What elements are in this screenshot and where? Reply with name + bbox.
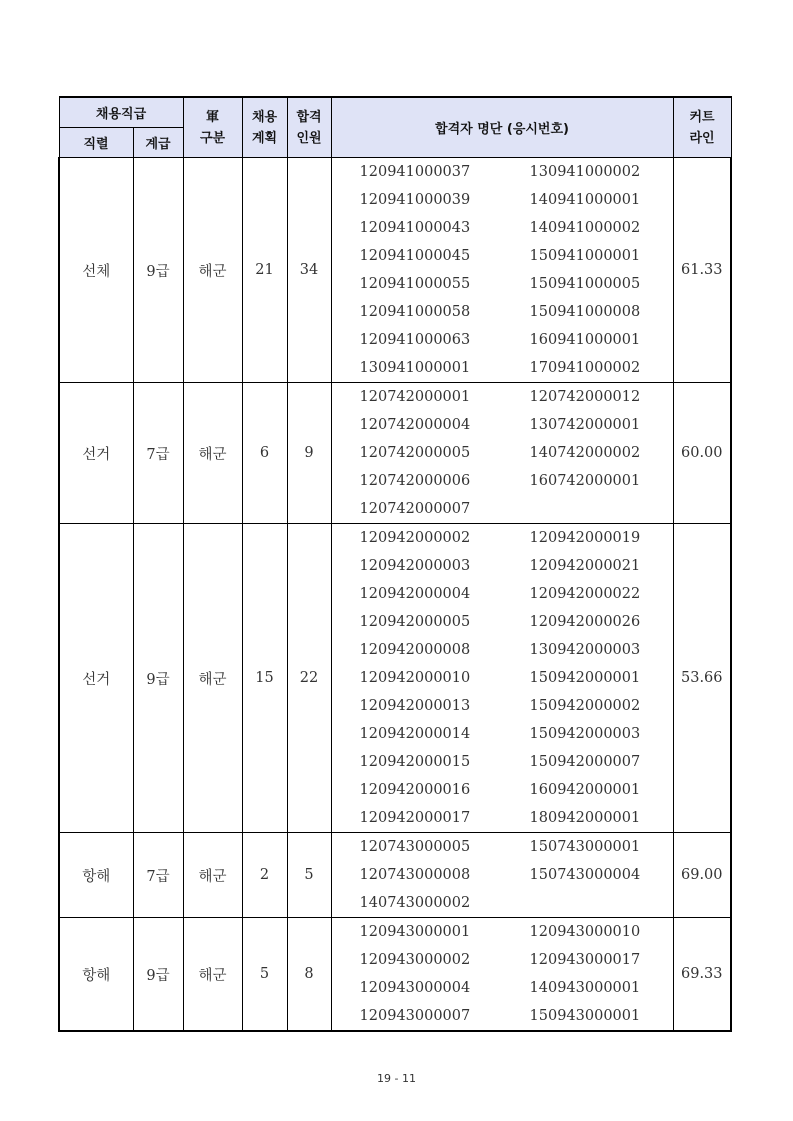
series-cell: 선체 <box>59 158 133 383</box>
candidate-id: 120941000063 <box>359 332 471 348</box>
table-header <box>59 97 731 158</box>
grade-cell: 7급 <box>133 833 183 918</box>
candidate-id: 120942000013 <box>359 698 471 714</box>
candidate-id: 120942000019 <box>529 530 641 546</box>
passed-cell: 5 <box>287 833 331 918</box>
candidate-id: 130942000003 <box>529 642 641 658</box>
candidate-id-grid <box>332 918 673 1030</box>
candidate-id: 120942000014 <box>359 726 471 742</box>
grade-cell: 9급 <box>133 524 183 833</box>
candidate-id: 130941000002 <box>529 164 641 180</box>
candidate-id: 150941000001 <box>529 248 641 264</box>
candidate-id: 120942000005 <box>359 614 471 630</box>
results-table <box>58 96 732 1032</box>
table-row <box>59 918 731 1032</box>
candidate-id: 150942000003 <box>529 726 641 742</box>
candidate-id: 120941000058 <box>359 304 471 320</box>
table-body <box>59 158 731 1032</box>
candidate-list-cell <box>331 158 673 383</box>
candidate-id: 120942000021 <box>529 558 641 574</box>
candidate-id: 140943000001 <box>529 980 641 996</box>
candidate-id: 130742000001 <box>529 417 641 433</box>
cutoff-cell: 69.33 <box>673 918 731 1032</box>
branch-cell: 해군 <box>183 158 242 383</box>
candidate-id: 120942000015 <box>359 754 471 770</box>
branch-cell: 해군 <box>183 918 242 1032</box>
candidate-id: 120941000055 <box>359 276 471 292</box>
candidate-id: 180942000001 <box>529 810 641 826</box>
candidate-id: 120742000005 <box>359 445 471 461</box>
candidate-id: 120743000005 <box>359 839 471 855</box>
candidate-id: 120742000006 <box>359 473 471 489</box>
table-row <box>59 158 731 383</box>
candidate-id: 150942000007 <box>529 754 641 770</box>
cutoff-cell: 60.00 <box>673 383 731 524</box>
candidate-id: 120942000017 <box>359 810 471 826</box>
table-row <box>59 524 731 833</box>
candidate-id: 120941000045 <box>359 248 471 264</box>
cutoff-cell: 69.00 <box>673 833 731 918</box>
grade-cell: 9급 <box>133 158 183 383</box>
candidate-id-grid <box>332 158 673 382</box>
table-row <box>59 833 731 918</box>
table-row <box>59 383 731 524</box>
candidate-id-grid <box>332 833 673 917</box>
header-passed: 합격 인원 <box>287 97 331 158</box>
candidate-id: 120942000003 <box>359 558 471 574</box>
candidate-id: 160742000001 <box>529 473 641 489</box>
planned-cell: 6 <box>242 383 287 524</box>
header-series: 직렬 <box>59 128 133 158</box>
planned-cell: 21 <box>242 158 287 383</box>
candidate-list-cell <box>331 524 673 833</box>
candidate-id: 120742000004 <box>359 417 471 433</box>
header-cutoff: 커트 라인 <box>673 97 731 158</box>
passed-cell: 8 <box>287 918 331 1032</box>
candidate-id: 140742000002 <box>529 445 641 461</box>
candidate-id-grid <box>332 524 673 832</box>
candidate-id: 150942000002 <box>529 698 641 714</box>
candidate-id: 160941000001 <box>529 332 641 348</box>
candidate-id: 120943000007 <box>359 1008 471 1024</box>
candidate-id: 150941000005 <box>529 276 641 292</box>
candidate-id: 150943000001 <box>529 1008 641 1024</box>
candidate-id: 120942000004 <box>359 586 471 602</box>
candidate-id: 120943000004 <box>359 980 471 996</box>
candidate-id: 120742000012 <box>529 389 641 405</box>
header-branch: 軍 구분 <box>183 97 242 158</box>
candidate-id: 140941000001 <box>529 192 641 208</box>
candidate-id: 120942000002 <box>359 530 471 546</box>
candidate-id: 150743000001 <box>529 839 641 855</box>
candidate-id: 140941000002 <box>529 220 641 236</box>
candidate-id: 120943000002 <box>359 952 471 968</box>
page-number: 19 - 11 <box>377 1072 416 1085</box>
candidate-id: 140743000002 <box>359 895 471 911</box>
candidate-id: 120943000001 <box>359 924 471 940</box>
candidate-id: 130941000001 <box>359 360 471 376</box>
candidate-list-cell <box>331 833 673 918</box>
candidate-id: 120742000001 <box>359 389 471 405</box>
planned-cell: 5 <box>242 918 287 1032</box>
grade-cell: 9급 <box>133 918 183 1032</box>
candidate-id: 120942000026 <box>529 614 641 630</box>
candidate-id: 120942000016 <box>359 782 471 798</box>
passed-cell: 34 <box>287 158 331 383</box>
planned-cell: 2 <box>242 833 287 918</box>
branch-cell: 해군 <box>183 383 242 524</box>
candidate-list-cell <box>331 383 673 524</box>
header-planned: 채용 계획 <box>242 97 287 158</box>
branch-cell: 해군 <box>183 833 242 918</box>
candidate-id-grid <box>332 383 673 523</box>
candidate-id: 170941000002 <box>529 360 641 376</box>
series-cell: 선거 <box>59 383 133 524</box>
candidate-id: 120942000008 <box>359 642 471 658</box>
series-cell: 항해 <box>59 918 133 1032</box>
candidate-id: 120743000008 <box>359 867 471 883</box>
series-cell: 선거 <box>59 524 133 833</box>
cutoff-cell: 61.33 <box>673 158 731 383</box>
candidate-id: 120742000007 <box>359 501 471 517</box>
branch-cell: 해군 <box>183 524 242 833</box>
passed-cell: 9 <box>287 383 331 524</box>
series-cell: 항해 <box>59 833 133 918</box>
planned-cell: 15 <box>242 524 287 833</box>
header-grade: 계급 <box>133 128 183 158</box>
candidate-id: 120942000022 <box>529 586 641 602</box>
cutoff-cell: 53.66 <box>673 524 731 833</box>
candidate-id: 120943000010 <box>529 924 641 940</box>
passed-cell: 22 <box>287 524 331 833</box>
candidate-list-cell <box>331 918 673 1032</box>
candidate-id: 150942000001 <box>529 670 641 686</box>
candidate-id: 150743000004 <box>529 867 641 883</box>
candidate-id: 120943000017 <box>529 952 641 968</box>
header-names: 합격자 명단 (응시번호) <box>331 97 673 158</box>
header-group: 채용직급 <box>59 97 183 128</box>
candidate-id: 120941000039 <box>359 192 471 208</box>
candidate-id: 120941000043 <box>359 220 471 236</box>
candidate-id: 120941000037 <box>359 164 471 180</box>
candidate-id: 150941000008 <box>529 304 641 320</box>
grade-cell: 7급 <box>133 383 183 524</box>
candidate-id: 120942000010 <box>359 670 471 686</box>
candidate-id: 160942000001 <box>529 782 641 798</box>
